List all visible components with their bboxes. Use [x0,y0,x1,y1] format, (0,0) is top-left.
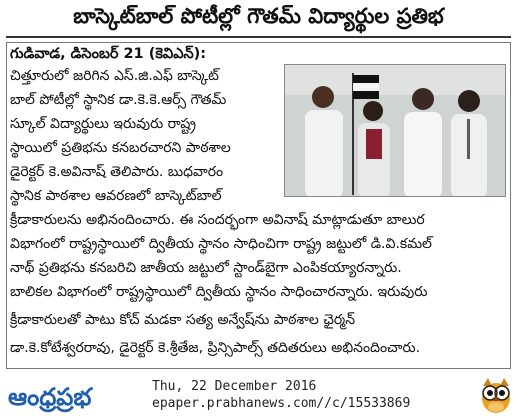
body-line: క్రీడాకారులను అభినందించారు. ఈ సందర్భంగా అవినాష్ మాట్లాడుతూ బాలుర [10,212,425,228]
footer-url[interactable]: epaper.prabhanews.com//c/15533869 [152,396,411,411]
body-line: స్థాయిలో ప్రతిభను కనబరచారని పాఠశాల [10,140,231,156]
body-line: డైరెక్టర్ కె.అవినాష్ తెలిపారు. బుధవారం [10,164,224,180]
body-line: బాలికల విభాగంలో రాష్ట్రస్థాయిలో ద్వితీయ స్థానం సాధించారన్నారు. ఇరువురు [10,284,428,300]
headline-rule [6,36,511,38]
news-photo [284,64,506,197]
body-line: స్థానిక పాఠశాల ఆవరణలో బాస్కెట్‌బాల్ [10,188,222,204]
headline: బాస్కెట్‌బాల్ పోటీల్లో గౌతమ్ విద్యార్థుల ప్రతిభ [73,4,444,28]
body-line: చిత్తూరులో జరిగిన ఎస్.జి.ఎఫ్ బాస్కెట్ [10,68,219,84]
news-photo-illustration [285,65,506,197]
body-line: డా.కె.కోటేశ్వరరావు, డైరెక్టర్ కె.శ్రీతేజ, ప్రిన్సిపాల్స్ తదితరులు అభినందించారు. [10,340,421,356]
body-line: నాథ్ ప్రతిభను కనబరిచి జాతీయ జట్టులో స్టాండ్‌బైగా ఎంపికయ్యారన్నారు. [10,260,402,276]
dateline: గుడివాడ, డిసెంబర్ 21 (కెవిఎన్): [10,46,207,62]
body-line: విభాగంలో రాష్ట్రస్థాయిలో ద్వితీయ స్థానం సాధించిగా రాష్ట్ర జట్టులో డి.వి.కమల్ [10,236,432,252]
logo-text: ఆంధ్రప్రభ [8,383,92,411]
body-line: క్రీడాకారులతో పాటు కోచ్ మడకా సత్య అన్వేష్‌ను పాఠశాల ఛైర్మన్ [10,312,356,328]
footer-info [152,378,410,412]
body-line: బాల్ పోటీల్లో స్థానిక డా.కె.కె.ఆర్స్ గౌతమ్ [10,92,227,108]
andhraprabha-logo [8,379,126,413]
footer-date: Thu, 22 December 2016 [152,379,317,394]
owl-mascot-icon [479,376,513,414]
body-line: స్కూల్ విద్యార్థులు ఇరువురు రాష్ట్ర [10,116,196,132]
